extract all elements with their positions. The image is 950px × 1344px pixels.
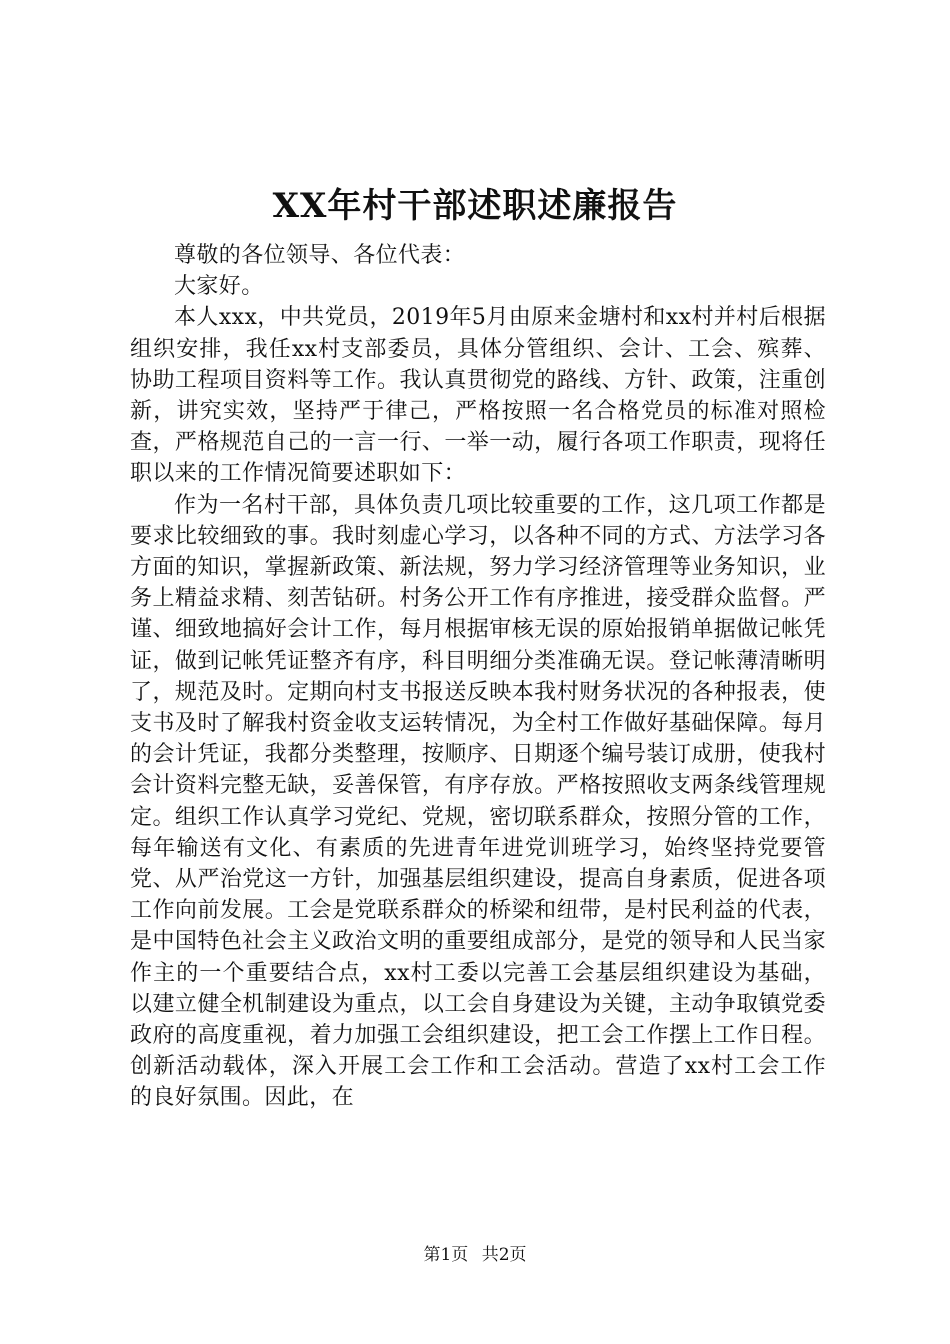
introduction-paragraph: 本人xxx，中共党员，2019年5月由原来金塘村和xx村并村后根据组织安排，我任xx村支部委员，具体分管组织、会计、工会、殡葬、协助工程项目资料等工作。我认真贯彻党的路线、方针、政策，注重创新，讲究实效，坚持严于律己，严格按照一名合格党员的标准对照检查，严格规范自己的一言一行、一举一动，履行各项工作职责，现将任职以来的工作情况简要述职如下： xyxy=(130,305,826,487)
page-total: 共2页 xyxy=(481,1245,527,1265)
page-footer xyxy=(0,1244,950,1266)
greeting-paragraph: 大家好。 xyxy=(174,274,264,300)
document-body xyxy=(130,240,826,1114)
salutation-paragraph: 尊敬的各位领导、各位代表： xyxy=(174,243,466,268)
document-title: XX年村干部述职述廉报告 xyxy=(272,186,678,226)
work-summary-paragraph: 作为一名村干部，具体负责几项比较重要的工作，这几项工作都是要求比较细致的事。我时刻虚心学习，以各种不同的方式、方法学习各方面的知识，掌握新政策、新法规，努力学习经济管理等业务知识，业务上精益求精、刻苦钻研。村务公开工作有序推进，接受群众监督。严谨、细致地搞好会计工作，每月根据审核无误的原始报销单据做记帐凭证，做到记帐凭证整齐有序，科目明细分类准确无误。登记帐薄清晰明了，规范及时。定期向村支书报送反映本我村财务状况的各种报表，使支书及时了解我村资金收支运转情况，为全村工作做好基础保障。每月的会计凭证，我都分类整理，按顺序、日期逐个编号装订成册，使我村会计资料完整无缺，妥善保管，有序存放。严格按照收支两条线管理规定。组织工作认真学习党纪、党规，密切联系群众，按照分管的工作，每年输送有文化、有素质的先进青年进党训班学习，始终坚持党要管党、从严治党这一方针，加强基层组织建设，提高自身素质，促进各项工作向前发展。工会是党联系群众的桥梁和纽带，是村民利益的代表，是中国特色社会主义政治文明的重要组成部分，是党的领导和人民当家作主的一个重要结合点，xx村工委以完善工会基层组织建设为基础，以建立健全机制建设为重点，以工会自身建设为关键，主动争取镇党委政府的高度重视，着力加强工会组织建设，把工会工作摆上工作日程。创新活动载体，深入开展工会工作和工会活动。营造了xx村工会工作的良好氛围。因此，在 xyxy=(130,492,826,1111)
page-number: 第1页 xyxy=(423,1245,469,1265)
